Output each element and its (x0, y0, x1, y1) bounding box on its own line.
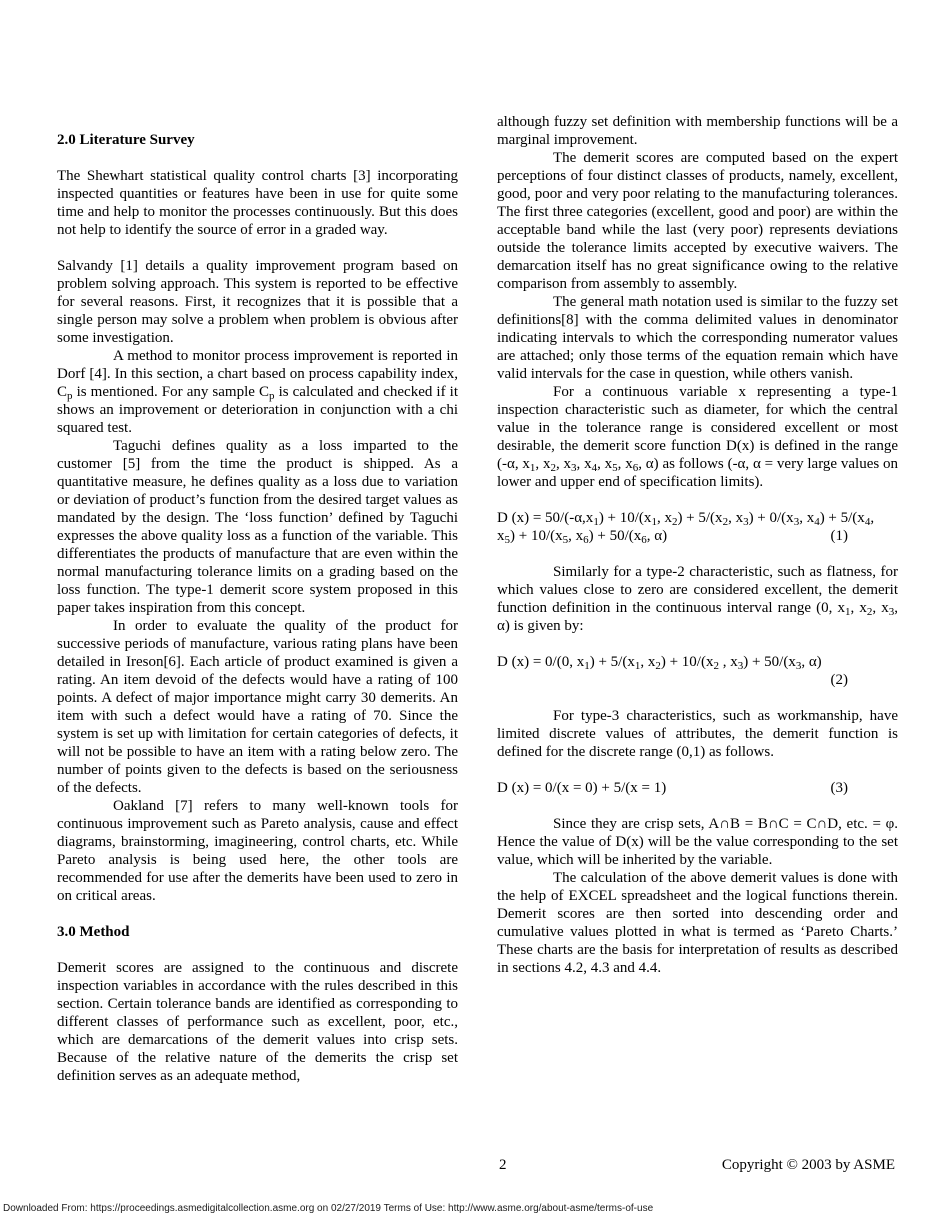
paragraph: The demerit scores are computed based on the expert perceptions of four distinct classes of products, namely, excellent, good, poor and very poor relating to the manufacturing tolerances. The first three categories (excellent, good and poor) are within the acceptable band while the last (very poor) represents deviations outside the tolerance limits accepted by executive waivers. The demarcation itself has no great significance owing to the relative comparison from assembly to assembly. (497, 150, 898, 292)
left-column (57, 131, 458, 1085)
paragraph: A method to monitor process improvement is reported in Dorf [4]. In this section, a chart based on process capability index, $C_p$ is mentioned. For any sample $C_p$ is calculated and checked if it shows an improvement or deterioration in conjunction with a chi squared test. (57, 348, 458, 436)
equation-number: (3) (830, 780, 848, 796)
equation-line: $x_5) + 10/(x_5$, $x_6) + 50/(x_6$, α) (497, 528, 668, 546)
equation-number: (2) (830, 672, 848, 688)
equation-1 (497, 509, 898, 545)
paragraph: For a continuous variable x representing a type-1 inspection characteristic such as diameter, for which the central value in the tolerance range is considered excellent or most desirable, the demerit score function D(x) is defined in the range (-α, $x_1$, $x_2$, $x_3$, $x_4$, $x_5$, $x_6$, α) as follows (-α, α = very large values on lower and upper end of specification limits). (497, 384, 899, 490)
paragraph: Salvandy [1] details a quality improvement program based on problem solving approach. This system is reported to be effective for several reasons. First, it recognizes that it is possible that a single person may solve a problem when problem is obvious after some investigation. (57, 258, 458, 346)
paragraph: Similarly for a type-2 characteristic, such as flatness, for which values close to zero are considered excellent, the demerit function definition in the continuous interval range (0, $x_1$, $x_2$, $x_3$, α) is given by: (497, 564, 898, 634)
paragraph: The general math notation used is similar to the fuzzy set definitions[8] with the comma delimited values in denominator indicating intervals to which the corresponding numerator values are attached; only those terms of the equation remain which have valid intervals for the case in question, while others vanish. (497, 294, 898, 382)
section-heading-literature-survey: 2.0 Literature Survey (57, 132, 195, 148)
download-notice: Downloaded From: https://proceedings.asmedigitalcollection.asme.org on 02/27/2019 Terms of Use: http://www.asme.org/about-asme/terms-of-use (3, 1203, 654, 1214)
paragraph: For type-3 characteristics, such as workmanship, have limited discrete values of attributes, the demerit function is defined for the discrete range (0,1) as follows. (497, 708, 898, 760)
equation-line: D (x) = 0/(x = 0) + 5/(x = 1) (497, 780, 667, 796)
paragraph: The calculation of the above demerit values is done with the help of EXCEL spreadsheet and the logical functions therein. Demerit scores are then sorted into descending order and cumulative values plotted in what is termed as ‘Pareto Charts.’ These charts are the basis for interpretation of results as described in sections 4.2, 4.3 and 4.4. (497, 870, 898, 976)
equation-line: D $(x) = 50/(-\alpha,x_1) + 10/(x_1$, $x_2) + 5/(x_2$, $x_3) + 0/(x_3$, $x_4) + 5/(x_4$, (497, 510, 875, 528)
paragraph: Oakland [7] refers to many well-known tools for continuous improvement such as Pareto analysis, cause and effect diagrams, brainstorming, imagineering, control charts, etc. While Pareto analysis is being used here, the other tools are recommended for use after the demerits have been used to zero in on critical areas. (57, 798, 458, 904)
paragraph: although fuzzy set definition with membership functions will be a marginal improvement. (497, 114, 898, 148)
equation-line: D (x) = 0/(0, $x_1) + 5/(x_1$, $x_2) + 10/(x_2$ , $x_3) + 50/(x_3$, α) (497, 654, 822, 672)
right-column (497, 113, 898, 977)
paragraph: Demerit scores are assigned to the continuous and discrete inspection variables in accordance with the rules described in this section. Certain tolerance bands are identified as corresponding to different classes of performance such as excellent, poor, etc., which are demarcations of the demerit values into crisp sets. Because of the relative nature of the demerits the crisp set definition serves as an adequate method, (57, 960, 458, 1084)
paragraph: In order to evaluate the quality of the product for successive periods of manufacture, various rating plans have been detailed in Ireson[6]. Each article of product examined is given a rating. An item devoid of the defects would have a rating of 100 points. A defect of major importance might carry 30 demerits. An item with such a defect would have a rating of 70. Since the system is set up with limitation for certain categories of defects, it will not be possible to have an item with a rating below zero. The number of points given to the defects is based on the seriousness of the defects. (57, 618, 458, 796)
equation-number: (1) (830, 528, 848, 544)
copyright-notice: Copyright © 2003 by ASME (721, 1157, 895, 1173)
paragraph: Taguchi defines quality as a loss imparted to the customer [5] from the time the product is shipped. As a quantitative measure, he defines quality as a loss due to variation or deviation of product’s function from the desired target values as mandated by the design. The ‘loss function’ defined by Taguchi expresses the above quality loss as a function of the variable. This differentiates the products of manufacture that are even within the normal manufacturing tolerance limits on a grading based on the loss function. The type-1 demerit score system proposed in this paper takes inspiration from this concept. (57, 438, 458, 616)
equation-2 (497, 653, 898, 689)
paragraph: The Shewhart statistical quality control charts [3] incorporating inspected quantities or features have been in use for quite some time and help to monitor the processes continuously. But this does not help to identify the source of error in a graded way. (57, 168, 458, 238)
equation-3 (497, 779, 898, 797)
section-heading-method: 3.0 Method (57, 924, 130, 940)
paragraph: Since they are crisp sets, A∩B = B∩C = C∩D, etc. = φ. Hence the value of D(x) will be the value corresponding to the set value, which will be inherited by the variable. (497, 816, 898, 868)
page-number: 2 (499, 1157, 507, 1173)
